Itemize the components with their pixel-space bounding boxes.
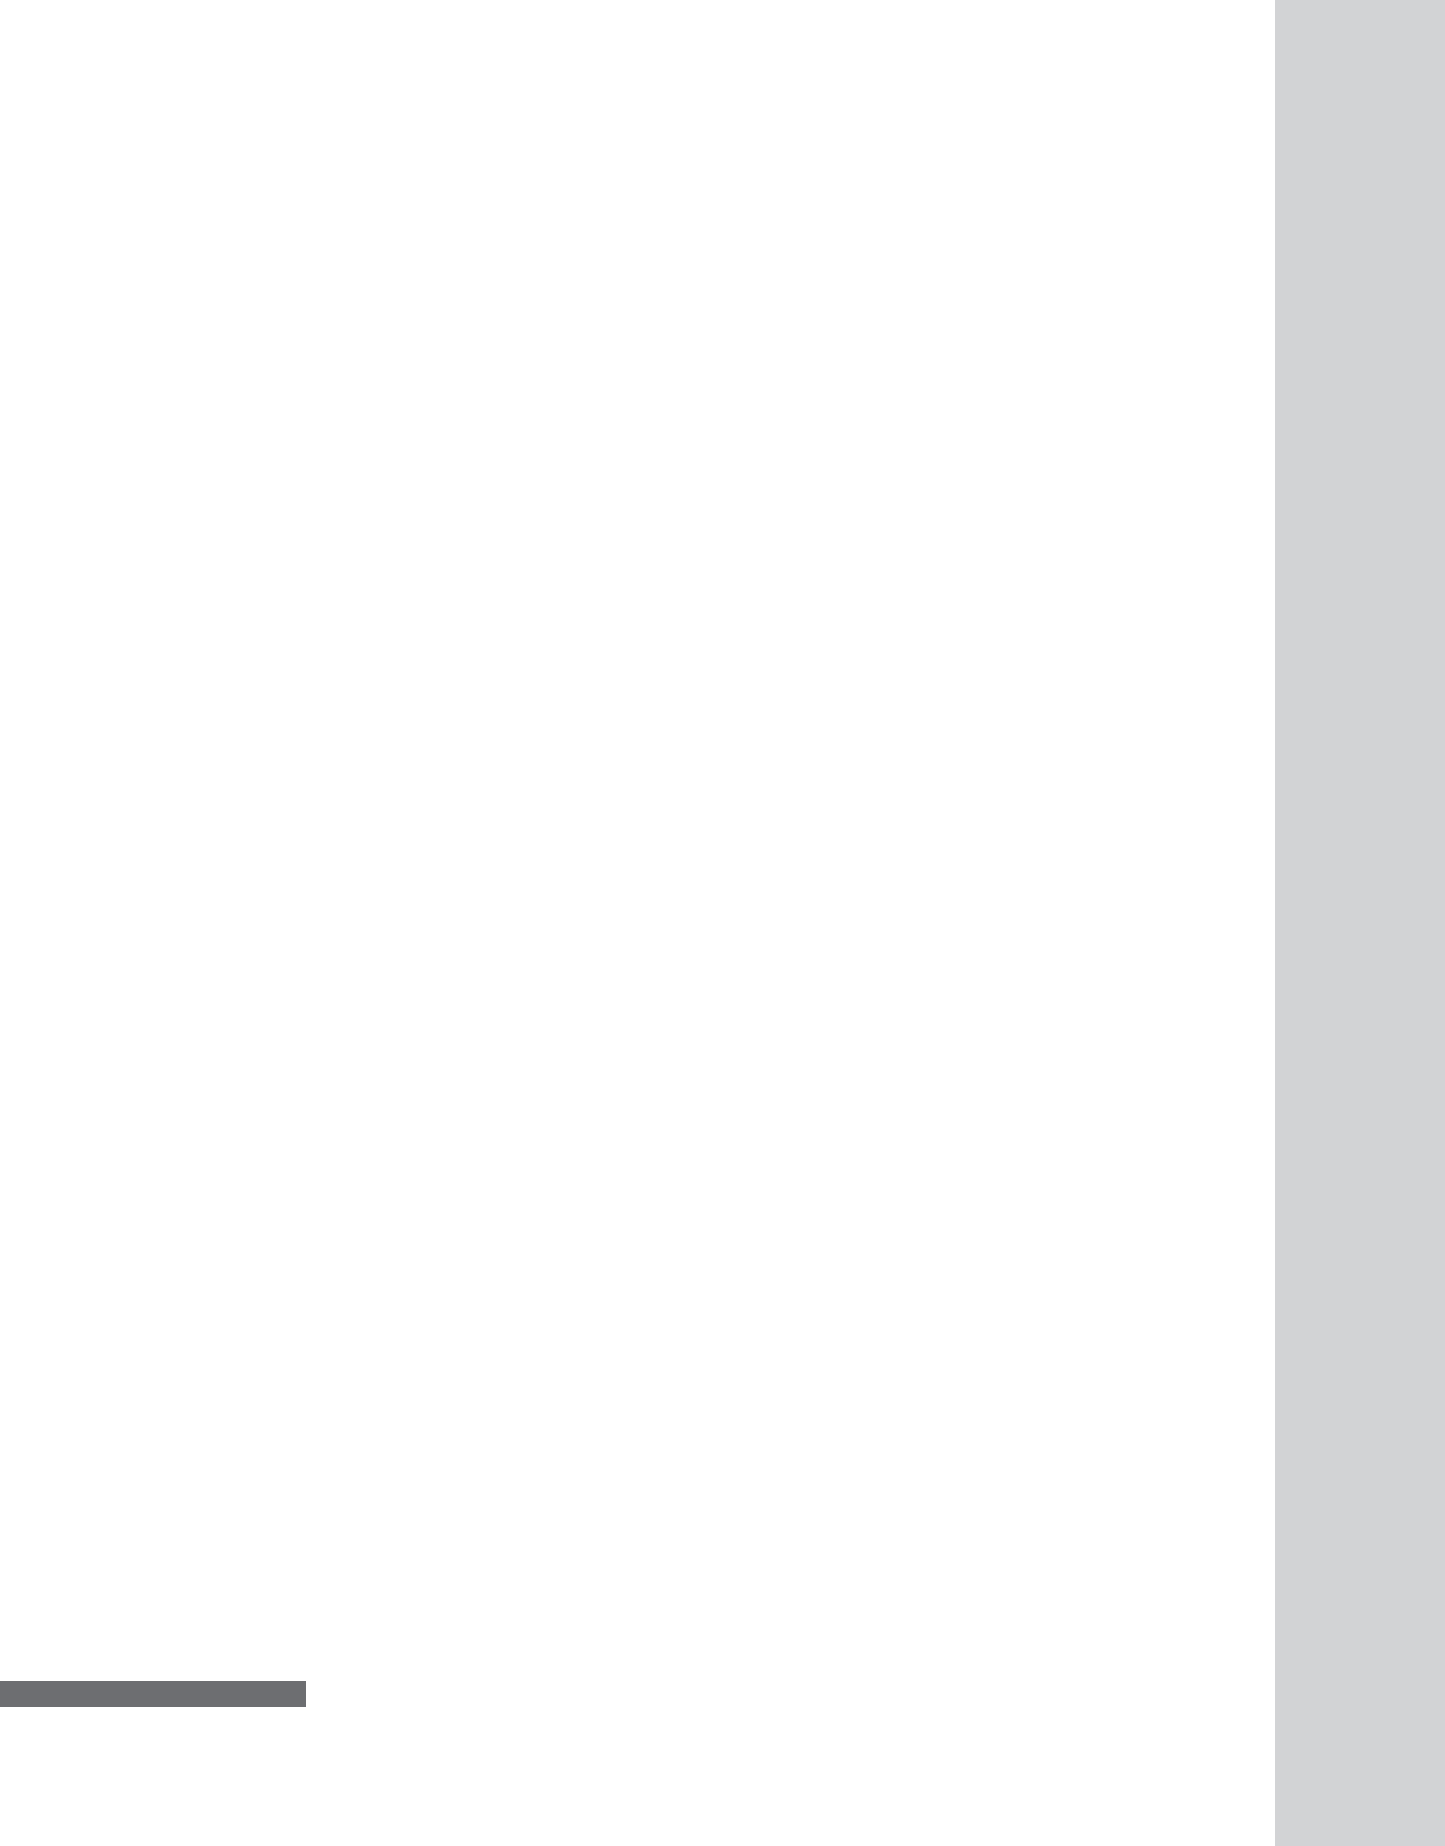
side-band bbox=[1275, 0, 1445, 1846]
footer-bar bbox=[0, 1681, 306, 1707]
